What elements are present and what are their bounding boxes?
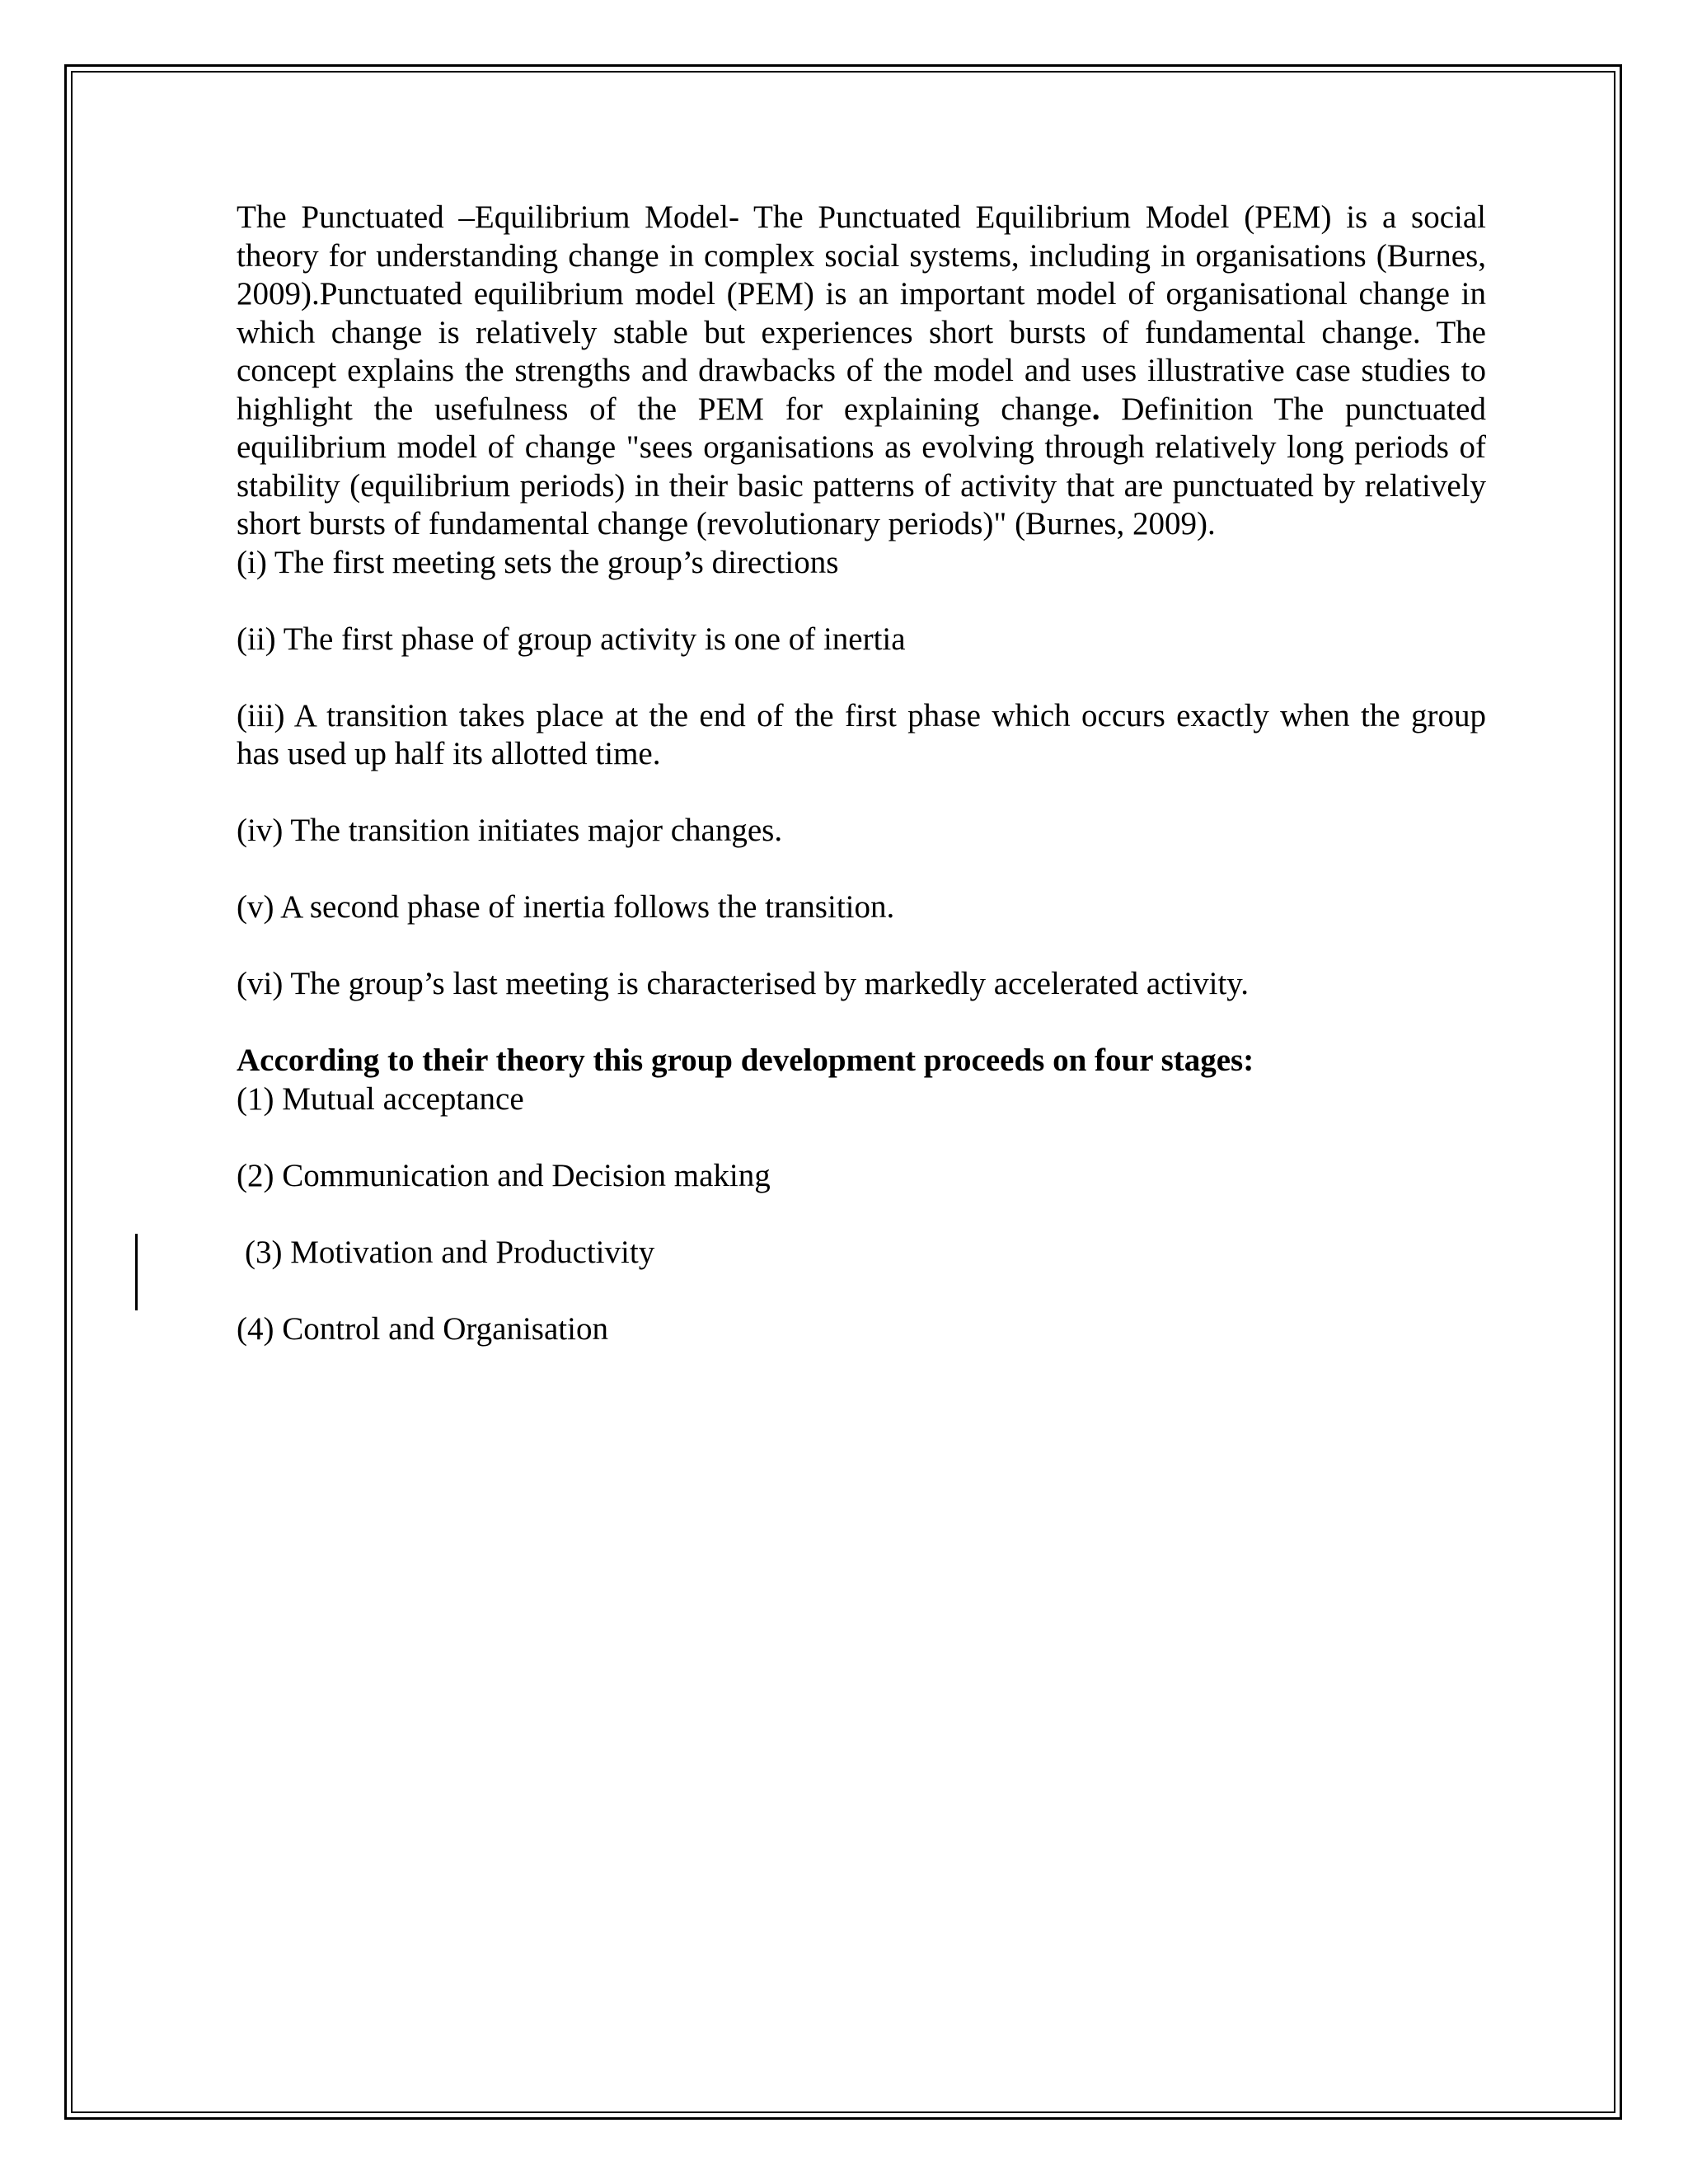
point-iv: (iv) The transition initiates major changes. — [237, 813, 783, 848]
point-vi: (vi) The group’s last meeting is characterised by markedly accelerated activity. — [237, 966, 1250, 1001]
intro-text-start: The Punctuated –Equilibrium Model- The Punctuated Equilibrium Model (PEM) is a social theory for understanding change in complex social systems, including in organisations (Burnes, 2009).Punctuated equilibrium model (PEM) is an important model of organisational change in which change is relatively stable but experiences short bursts of fundamental change. The concept explains the strengths and drawbacks of the model and uses illustrative case studies to highlight the usefulness of the PEM for explaining change — [237, 199, 1486, 427]
document-body — [237, 199, 1486, 1387]
stages-heading: According to their theory this group development proceeds on four stages: — [237, 1043, 1254, 1078]
intro-paragraph — [237, 199, 1486, 544]
intro-bold-period: . — [1091, 391, 1100, 427]
point-i: (i) The first meeting sets the group’s directions — [237, 544, 839, 580]
point-ii: (ii) The first phase of group activity is one of inertia — [237, 621, 906, 657]
stage-3: (3) Motivation and Productivity — [245, 1234, 655, 1270]
stage-4: (4) Control and Organisation — [237, 1310, 608, 1347]
revision-change-bar — [135, 1234, 138, 1310]
intro-text-end: Definition The punctuated equilibrium model of change "sees organisations as evolving through relatively long periods of stability (equilibrium periods) in their basic patterns of activity that are punctuated by relatively short bursts of fundamental change (revolutionary periods)" (Burnes, 2009). — [237, 391, 1486, 541]
point-v: (v) A second phase of inertia follows the transition. — [237, 889, 895, 925]
point-iii: (iii) A transition takes place at the end of the first phase which occurs exactly when the group has used up half its allotted time. — [237, 697, 1486, 771]
stage-1: (1) Mutual acceptance — [237, 1080, 524, 1117]
stage-2: (2) Communication and Decision making — [237, 1157, 771, 1193]
